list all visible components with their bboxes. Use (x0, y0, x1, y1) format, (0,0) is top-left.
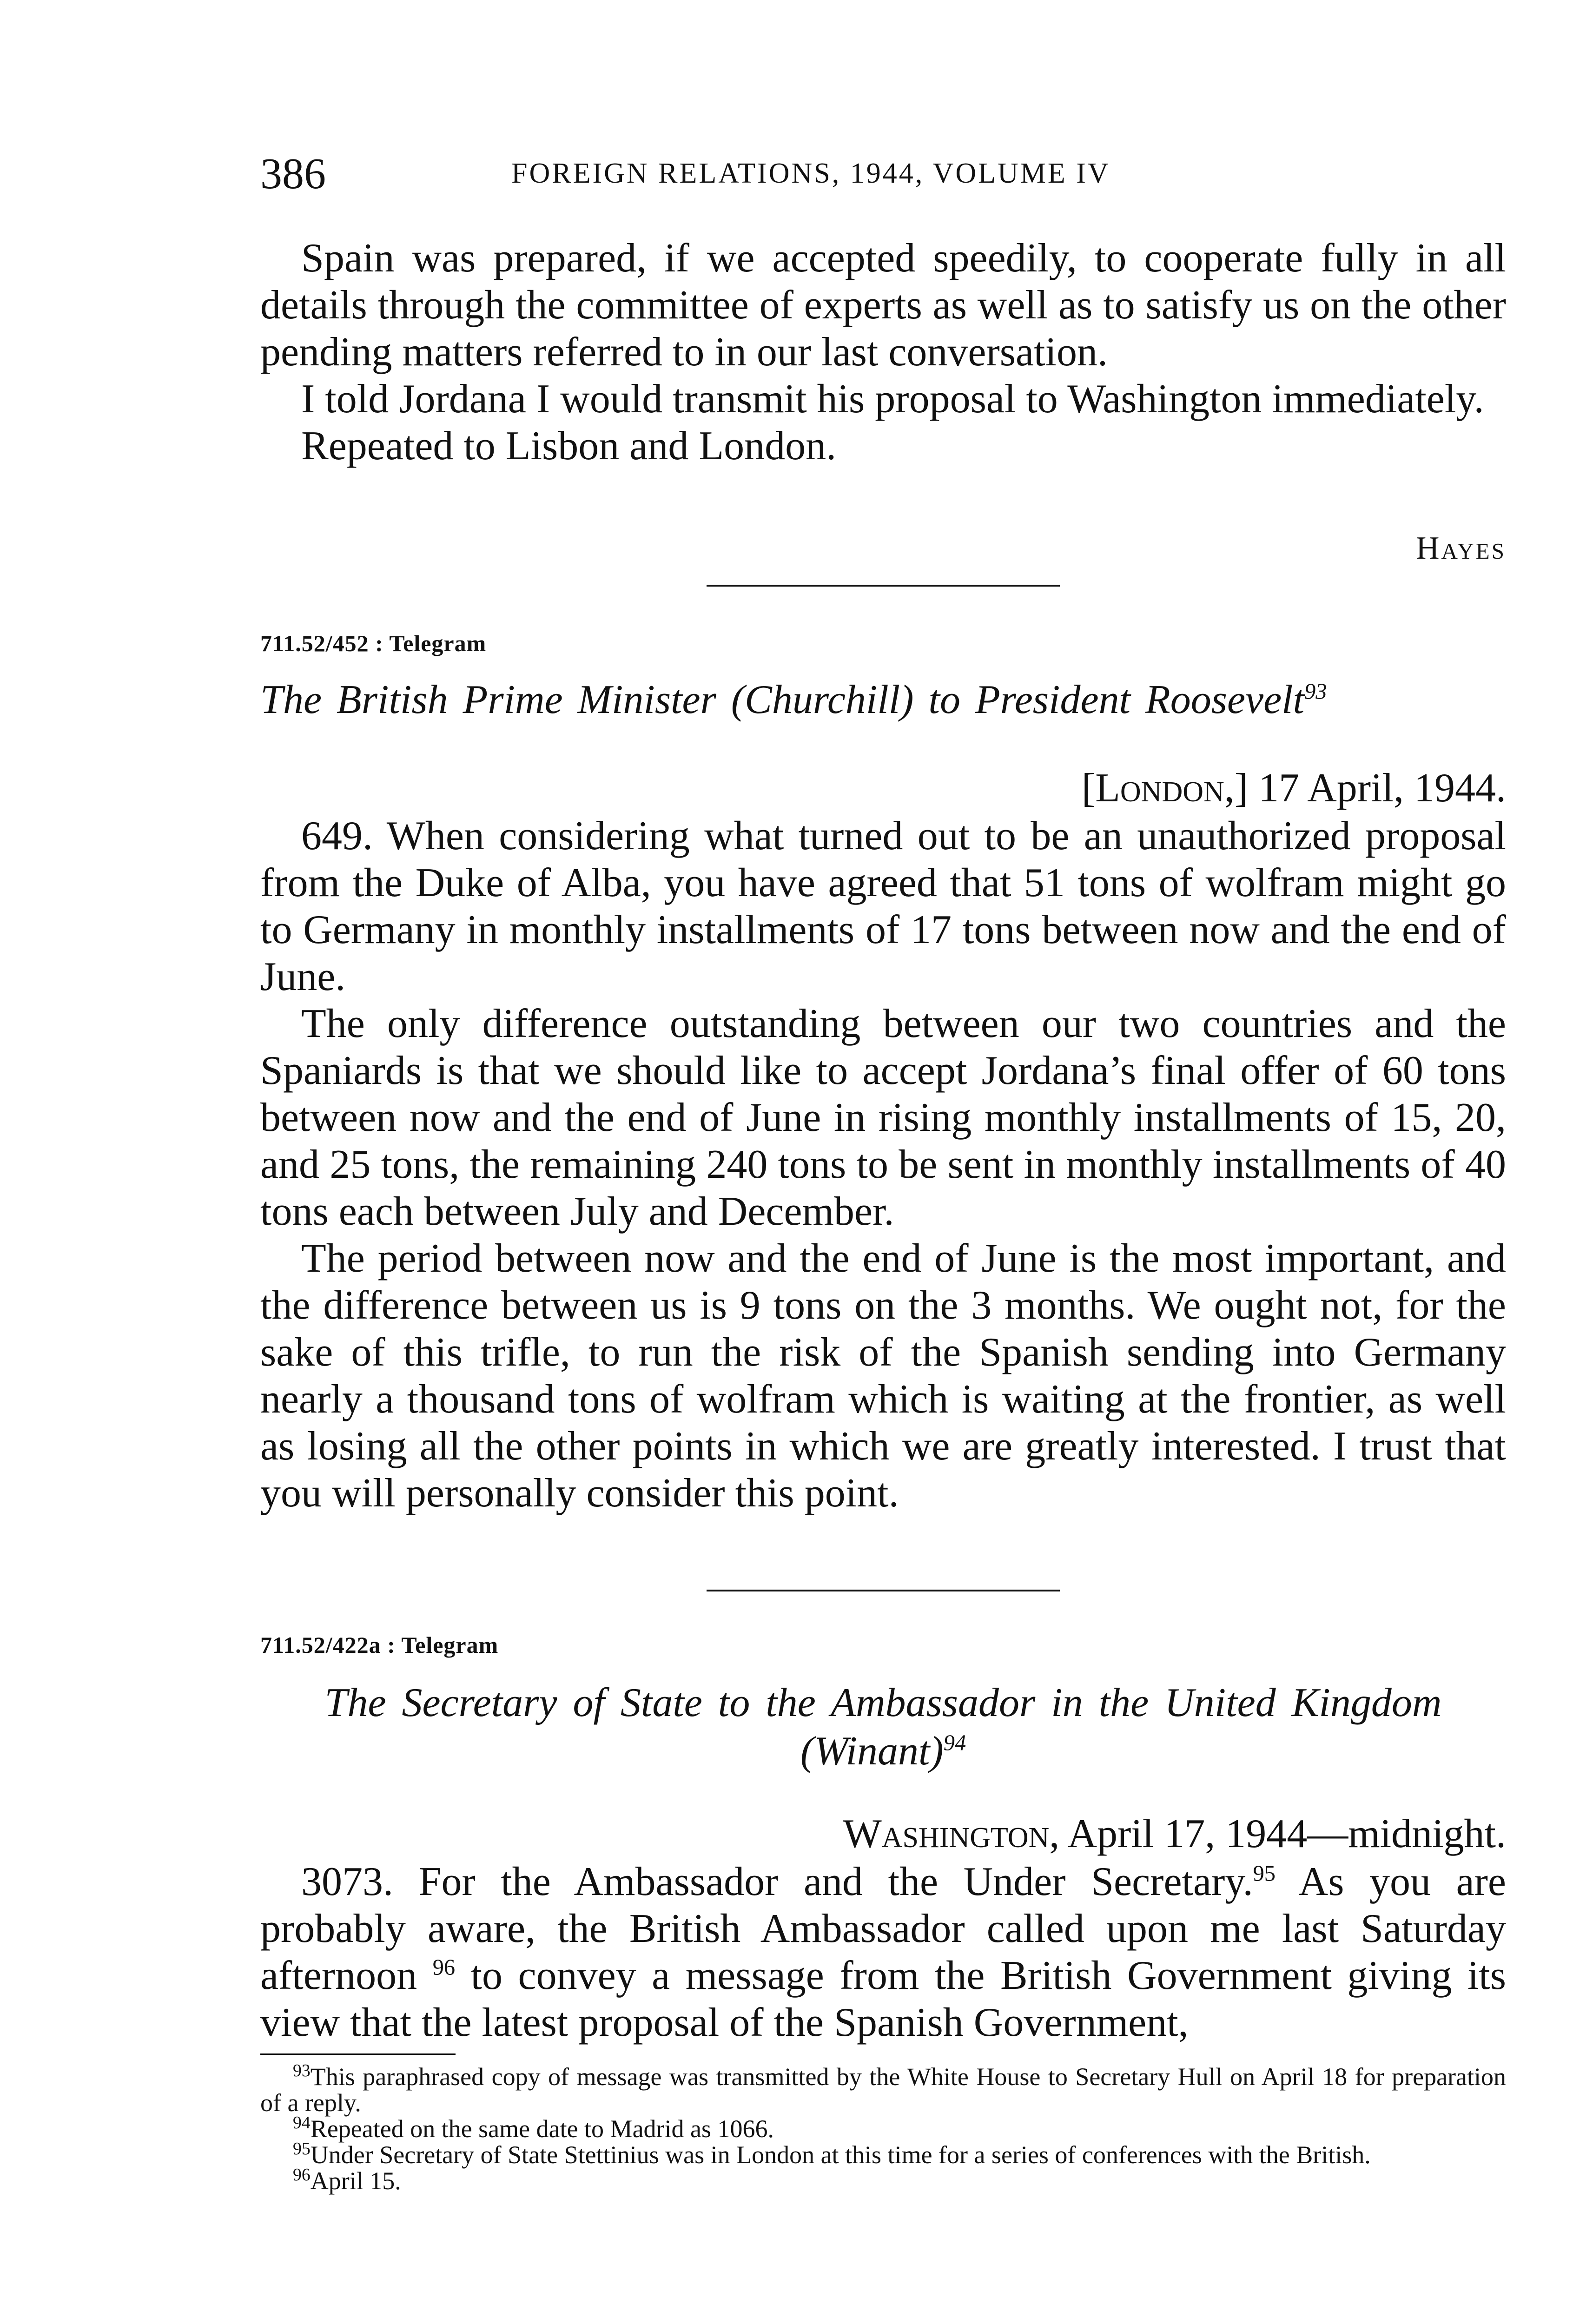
running-header (260, 149, 1497, 205)
document-body (260, 1858, 1506, 2046)
body-paragraph-1: 3073. For the Ambassador and the Under Secretary.$^{95}$ As you are probably aware, the British Ambassador called upon me last Saturday afternoon $^{96}$ to convey a message from the British Government giving its view that the latest proposal of the Spanish Government, (260, 1859, 1506, 2045)
intro-section (260, 235, 1506, 469)
document-title: The British Prime Minister (Churchill) to President Roosevelt$^{93}$ (260, 677, 1327, 722)
footnote-ref-95: 95 (1253, 1861, 1276, 1886)
intro-paragraph-2: I told Jordana I would transmit his proposal to Washington immediately. (301, 376, 1484, 422)
footnote-95: $^{95}$Under Secretary of State Stettinius was in London at this time for a series of conferences with the British. (293, 2139, 1371, 2169)
dateline: [London,] 17 April, 1944. (1081, 766, 1506, 811)
file-reference: 711.52/452 : Telegram (260, 630, 487, 656)
footnote-ref-96: 96 (432, 1955, 456, 1980)
intro-paragraph-3: Repeated to Lisbon and London. (301, 423, 837, 469)
body-paragraph-3: The period between now and the end of June is the most important, and the difference between us is 9 tons on the 3 months. We ought not, for the sake of this trifle, to run the risk of the Spanish sending into Germany nearly a thousand tons of wolfram which is waiting at the frontier, as well as losing all the other points in which we are greatly interested. I trust that you will personally consider this point. (260, 1236, 1506, 1516)
body-paragraph-1: 649. When considering what turned out to be an unauthorized proposal from the Duke of Alba, you have agreed that 51 tons of wolfram might go to Germany in monthly installments of 17 tons between now and the end of June. (260, 813, 1506, 999)
dateline: Washington, April 17, 1944—midnight. (843, 1811, 1506, 1856)
section-divider (707, 585, 1060, 587)
footnote-93: $^{93}$This paraphrased copy of message was transmitted by the White House to Secretary Hull on April 18 for preparation of a reply. (260, 2061, 1506, 2117)
footnotes (260, 2061, 1506, 2195)
footnote-96: $^{96}$April 15. (293, 2165, 401, 2195)
document-body (260, 812, 1506, 1517)
document-title: The Secretary of State to the Ambassador in the United Kingdom (Winant)$^{94}$ (324, 1680, 1442, 1774)
body-paragraph-2: The only difference outstanding between our two countries and the Spaniards is that we should like to accept Jordana’s final offer of 60 tons between now and the end of June in rising monthly installments of 15, 20, and 25 tons, the remaining 240 tons to be sent in monthly installments of 40 tons each between July and December. (260, 1001, 1506, 1234)
footnote-divider (260, 2053, 456, 2055)
intro-paragraph-1: Spain was prepared, if we accepted speedily, to cooperate fully in all details through the committee of experts as well as to satisfy us on the other pending matters referred to in our last conversation. (260, 236, 1506, 375)
footnote-94: $^{94}$Repeated on the same date to Madrid as 1066. (293, 2113, 774, 2143)
footnote-ref-94: 94 (943, 1730, 966, 1756)
footnote-ref-93: 93 (1304, 679, 1327, 704)
file-reference: 711.52/422a : Telegram (260, 1632, 499, 1658)
section-divider (707, 1590, 1060, 1591)
running-title: FOREIGN RELATIONS, 1944, VOLUME IV (511, 158, 1110, 189)
signature-hayes: Hayes (1415, 530, 1506, 566)
page-number: 386 (260, 150, 326, 198)
